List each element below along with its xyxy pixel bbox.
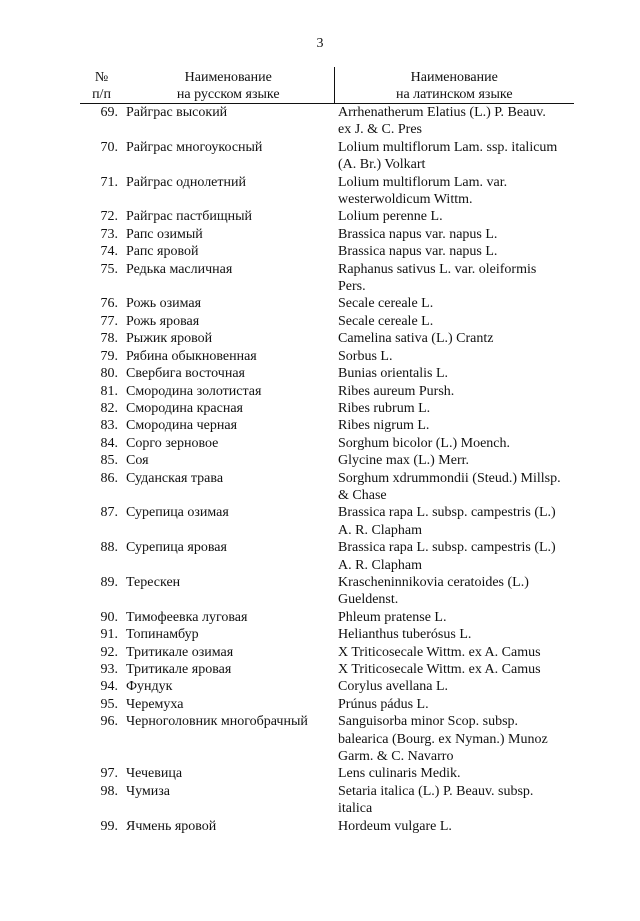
table-row — [80, 678, 574, 695]
table-row — [80, 696, 574, 713]
header-lat-line2: на латинском языке — [334, 86, 574, 104]
row-number: 73. — [100, 226, 118, 242]
table-row — [80, 452, 574, 469]
latin-name-line: Krascheninnikovia ceratoides (L.) — [338, 574, 529, 590]
russian-name: Тритикале озимая — [126, 644, 234, 660]
latin-name-line: Lolium perenne L. — [338, 209, 443, 225]
russian-name: Черемуха — [126, 696, 184, 712]
russian-name: Смородина золотистая — [126, 383, 262, 399]
latin-name — [334, 678, 574, 695]
russian-name: Чумиза — [126, 783, 171, 799]
latin-name-line: Sorghum xdrummondii (Steud.) Millsp. — [338, 470, 561, 486]
russian-name: Фундук — [126, 679, 173, 695]
table-row — [80, 713, 574, 765]
table-row — [80, 104, 574, 139]
latin-name — [334, 452, 574, 469]
latin-name — [334, 243, 574, 260]
russian-name: Редька масличная — [126, 261, 233, 277]
table-row — [80, 383, 574, 400]
latin-name-line: Prúnus pádus L. — [338, 696, 429, 712]
row-number: 82. — [100, 400, 118, 416]
table-row — [80, 365, 574, 382]
latin-name-line: X Triticosecale Wittm. ex A. Camus — [338, 662, 541, 677]
russian-name: Рябина обыкновенная — [126, 348, 257, 364]
row-number: 90. — [100, 609, 118, 625]
row-number: 85. — [100, 453, 118, 469]
row-number: 76. — [100, 296, 118, 312]
row-number: 70. — [100, 139, 118, 155]
latin-name-line: Camelina sativa (L.) Crantz — [338, 331, 494, 347]
latin-name — [334, 400, 574, 417]
russian-name: Суданская трава — [126, 470, 224, 486]
table-row — [80, 400, 574, 417]
table-row — [80, 783, 574, 818]
latin-name-line: Secale cereale L. — [338, 313, 434, 329]
row-number: 84. — [100, 435, 118, 451]
latin-name-line: Glycine max (L.) Merr. — [338, 453, 470, 469]
table-row — [80, 330, 574, 347]
russian-name: Райграс однолетний — [126, 174, 246, 190]
table-row — [80, 644, 574, 661]
table-row — [80, 348, 574, 365]
russian-name: Райграс высокий — [126, 105, 228, 120]
russian-name: Райграс многоукосный — [126, 139, 263, 155]
plant-names-table — [80, 67, 574, 835]
table-row — [80, 208, 574, 225]
latin-name-line: westerwoldicum Wittm. — [338, 192, 473, 208]
latin-name-line: A. R. Clapham — [338, 522, 422, 538]
row-number: 97. — [100, 766, 118, 782]
latin-name-line: Corylus avellana L. — [338, 679, 449, 695]
row-number: 75. — [100, 261, 118, 277]
latin-name — [334, 348, 574, 365]
latin-name-line: X Triticosecale Wittm. ex A. Camus — [338, 644, 541, 660]
row-number: 87. — [100, 505, 118, 521]
row-number: 92. — [100, 644, 118, 660]
russian-name: Свербига восточная — [126, 366, 245, 382]
row-number: 80. — [100, 366, 118, 382]
latin-name — [334, 574, 574, 609]
row-number: 78. — [100, 331, 118, 347]
latin-name — [334, 644, 574, 661]
russian-name: Тимофеевка луговая — [126, 609, 248, 625]
russian-name: Черноголовник многобрачный — [126, 714, 308, 730]
latin-name-line: Ribes rubrum L. — [338, 400, 431, 416]
row-number: 77. — [100, 313, 118, 329]
table-row — [80, 609, 574, 626]
latin-name-line: Ribes nigrum L. — [338, 418, 430, 434]
table-row — [80, 626, 574, 643]
latin-name — [334, 818, 574, 835]
latin-name — [334, 417, 574, 434]
latin-name-line: Brassica rapa L. subsp. campestris (L.) — [338, 540, 556, 556]
latin-name-line: Lolium multiflorum Lam. ssp. italicum — [338, 139, 558, 155]
header-num-line2: п/п — [80, 86, 123, 104]
row-number: 98. — [100, 783, 118, 799]
latin-name-line: (A. Br.) Volkart — [338, 157, 426, 173]
row-number: 71. — [100, 174, 118, 190]
latin-name — [334, 226, 574, 243]
header-num-line1: № — [94, 70, 109, 85]
table-row — [80, 295, 574, 312]
russian-name: Смородина красная — [126, 400, 243, 416]
row-number: 91. — [100, 627, 118, 643]
table-row — [80, 174, 574, 209]
latin-name — [334, 330, 574, 347]
latin-name-line: ex J. & C. Pres — [338, 122, 422, 138]
header-ru-line1: Наименование — [123, 67, 334, 86]
latin-name-line: Sanguisorba minor Scop. subsp. — [338, 714, 519, 730]
table-row — [80, 765, 574, 782]
row-number: 99. — [100, 818, 118, 834]
latin-name — [334, 435, 574, 452]
latin-name-line: Arrhenatherum Elatius (L.) P. Beauv. — [338, 105, 546, 120]
latin-name — [334, 295, 574, 312]
latin-name — [334, 696, 574, 713]
table-row — [80, 504, 574, 539]
latin-name-line: & Chase — [338, 487, 387, 503]
russian-name: Рыжик яровой — [126, 331, 213, 347]
latin-name-line: Garm. & C. Navarro — [338, 749, 454, 765]
row-number: 95. — [100, 696, 118, 712]
russian-name: Терескен — [126, 574, 181, 590]
latin-name-line: Bunias orientalis L. — [338, 366, 449, 382]
russian-name: Сорго зерновое — [126, 435, 219, 451]
table-row — [80, 417, 574, 434]
latin-name-line: Hordeum vulgare L. — [338, 818, 452, 834]
russian-name: Чечевица — [126, 766, 183, 782]
russian-name: Топинамбур — [126, 627, 199, 643]
latin-name-line: Sorbus L. — [338, 348, 393, 364]
latin-name-line: Brassica rapa L. subsp. campestris (L.) — [338, 505, 556, 521]
row-number: 79. — [100, 348, 118, 364]
row-number: 72. — [100, 209, 118, 225]
table-row — [80, 574, 574, 609]
latin-name-line: Ribes aureum Pursh. — [338, 383, 455, 399]
table-row — [80, 139, 574, 174]
latin-name-line: Secale cereale L. — [338, 296, 434, 312]
latin-name-line: Pers. — [338, 279, 366, 295]
row-number: 81. — [100, 383, 118, 399]
latin-name-line: Raphanus sativus L. var. oleiformis — [338, 261, 537, 277]
latin-name-line: Helianthus tuberósus L. — [338, 627, 472, 643]
latin-name-line: Gueldenst. — [338, 592, 399, 608]
russian-name: Райграс пастбищный — [126, 209, 252, 225]
latin-name — [334, 713, 574, 765]
latin-name — [334, 383, 574, 400]
table-row — [80, 539, 574, 574]
latin-name-line: Brassica napus var. napus L. — [338, 226, 498, 242]
russian-name: Соя — [126, 453, 149, 469]
latin-name — [334, 104, 574, 139]
latin-name — [334, 208, 574, 225]
table-row — [80, 818, 574, 835]
latin-name-line: Sorghum bicolor (L.) Moench. — [338, 435, 510, 451]
latin-name — [334, 174, 574, 209]
latin-name — [334, 261, 574, 296]
latin-name — [334, 765, 574, 782]
row-number: 89. — [100, 574, 118, 590]
russian-name: Сурепица яровая — [126, 540, 227, 556]
row-number: 93. — [100, 662, 118, 677]
latin-name-line: Lens culinaris Medik. — [338, 766, 461, 782]
latin-name-line: Lolium multiflorum Lam. var. — [338, 174, 508, 190]
russian-name: Смородина черная — [126, 418, 238, 434]
row-number: 83. — [100, 418, 118, 434]
latin-name-line: balearica (Bourg. ex Nyman.) Munoz — [338, 731, 548, 747]
latin-name-line: Brassica napus var. napus L. — [338, 244, 498, 260]
table-row — [80, 313, 574, 330]
table-row — [80, 661, 574, 678]
latin-name — [334, 539, 574, 574]
latin-name — [334, 470, 574, 505]
latin-name — [334, 139, 574, 174]
latin-name-line: Setaria italica (L.) P. Beauv. subsp. — [338, 783, 534, 799]
latin-name-line: A. R. Clapham — [338, 557, 422, 573]
russian-name: Рапс озимый — [126, 226, 203, 242]
table-row — [80, 261, 574, 296]
latin-name — [334, 609, 574, 626]
header-ru-line2: на русском языке — [123, 86, 334, 104]
table-row — [80, 470, 574, 505]
latin-name — [334, 365, 574, 382]
table-body — [80, 104, 574, 836]
russian-name: Рапс яровой — [126, 244, 199, 260]
row-number: 88. — [100, 540, 118, 556]
latin-name — [334, 626, 574, 643]
row-number: 94. — [100, 679, 118, 695]
header-lat-line1: Наименование — [410, 70, 498, 85]
row-number: 69. — [100, 105, 118, 120]
table-row — [80, 243, 574, 260]
row-number: 74. — [100, 244, 118, 260]
row-number: 86. — [100, 470, 118, 486]
latin-name — [334, 783, 574, 818]
latin-name — [334, 313, 574, 330]
latin-name — [334, 504, 574, 539]
russian-name: Ячмень яровой — [126, 818, 217, 834]
table-row — [80, 435, 574, 452]
russian-name: Тритикале яровая — [126, 662, 232, 677]
page-number: 3 — [316, 36, 324, 51]
russian-name: Сурепица озимая — [126, 505, 229, 521]
row-number: 96. — [100, 714, 118, 730]
latin-name — [334, 661, 574, 678]
table-row — [80, 226, 574, 243]
russian-name: Рожь яровая — [126, 313, 200, 329]
latin-name-line: Phleum pratense L. — [338, 609, 447, 625]
russian-name: Рожь озимая — [126, 296, 202, 312]
latin-name-line: italica — [338, 801, 373, 817]
table-header — [80, 67, 574, 104]
